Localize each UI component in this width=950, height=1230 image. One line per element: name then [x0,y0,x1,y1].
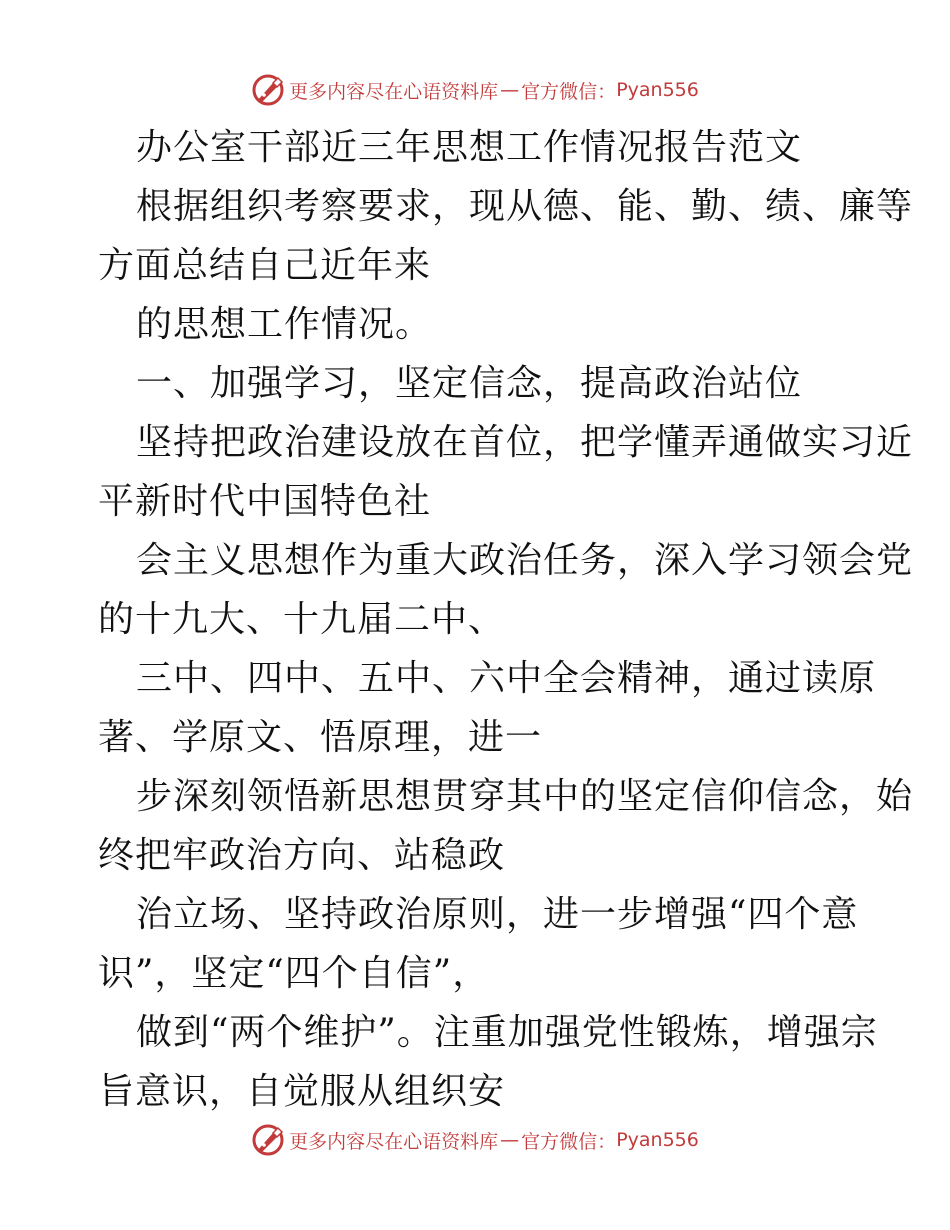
banner-separator: — [500,79,520,101]
banner-main-text: 更多内容尽在心语资料库 [289,80,499,103]
document-body [98,118,914,1121]
document-line: 旨意识，自觉服从组织安 [98,1071,506,1112]
document-line: 一、加强学习，坚定信念，提高政治站位 [136,363,803,404]
banner-wechat-label: 官方微信： [521,1130,617,1153]
document-line: 识”，坚定“四个自信”， [98,953,490,994]
document-line: 会主义思想作为重大政治任务，深入学习领会党 [136,540,914,581]
header-banner [0,70,950,110]
document-line: 的思想工作情况。 [136,304,433,345]
pen-logo-icon [251,73,285,107]
banner-account: Pyan556 [616,1129,699,1151]
document-line: 坚持把政治建设放在首位，把学懂弄通做实习近 [136,422,914,463]
document-line: 终把牢政治方向、站稳政 [98,835,506,876]
document-line: 根据组织考察要求，现从德、能、勤、绩、廉等 [136,186,914,227]
document-line: 步深刻领悟新思想贯穿其中的坚定信仰信念，始 [136,776,914,817]
document-line: 治立场、坚持政治原则，进一步增强“四个意 [136,894,859,935]
document-line: 做到“两个维护”。注重加强党性锻炼，增强宗 [136,1012,878,1053]
banner-wechat-label: 官方微信： [521,80,617,103]
pen-logo-icon [251,1123,285,1157]
document-line: 著、学原文、悟原理，进一 [98,717,543,758]
document-line: 平新时代中国特色社 [98,481,432,522]
footer-banner [0,1120,950,1160]
document-line: 方面总结自己近年来 [98,245,432,286]
banner-account: Pyan556 [616,79,699,101]
document-line: 三中、四中、五中、六中全会精神，通过读原 [136,658,877,699]
document-title: 办公室干部近三年思想工作情况报告范文 [136,127,803,168]
banner-separator: — [500,1129,520,1151]
banner-main-text: 更多内容尽在心语资料库 [289,1130,499,1153]
document-line: 的十九大、十九届二中、 [98,599,506,640]
